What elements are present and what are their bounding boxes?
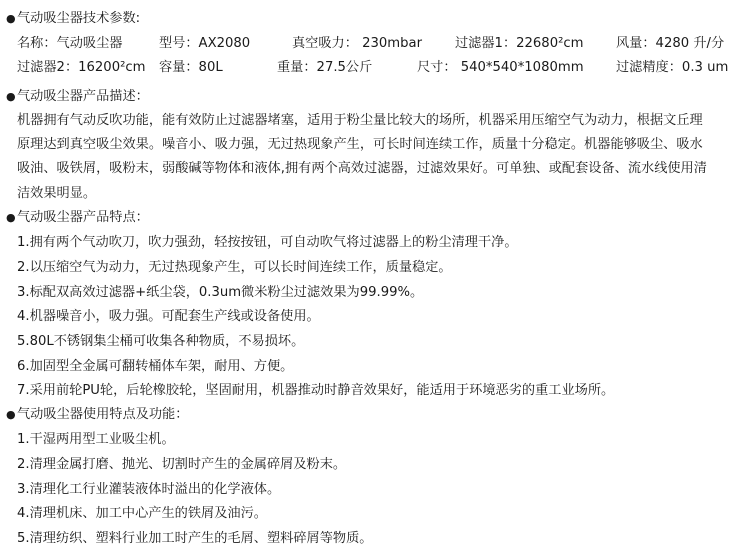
use-item: 4.清理机床、加工中心产生的铁屑及油污。 xyxy=(17,506,267,521)
description-line: 洁效果明显。 xyxy=(17,185,97,201)
spec-capacity: 容量：80L xyxy=(159,60,223,75)
use-item: 1.干湿两用型工业吸尘机。 xyxy=(17,432,175,447)
bullet-icon: ● xyxy=(6,211,16,224)
spec-weight: 重量：27.5公斤 xyxy=(277,60,373,75)
spec-row xyxy=(17,35,745,53)
feature-item: 3.标配双高效过滤器+纸尘袋，0.3um微米粉尘过滤效果为99.99%。 xyxy=(17,285,424,300)
feature-item: 7.采用前轮PU轮，后轮橡胶轮，坚固耐用，机器推动时静音效果好，能适用于环境恶劣的重工业场所。 xyxy=(17,383,615,398)
section-heading-features: ● 气动吸尘器产品特点： xyxy=(6,210,149,225)
description-line: 吸油、吸铁屑，吸粉末，弱酸碱等物体和液体,拥有两个高效过滤器，过滤效果好。可单独、或配套设备、流水线使用清 xyxy=(17,161,707,177)
spec-vacuum: 真空吸力： 230mbar xyxy=(292,36,423,51)
spec-model: 型号：AX2080 xyxy=(159,36,251,51)
description-line: 原理达到真空吸尘效果。噪音小、吸力强，无过热现象产生，可长时间连续工作，质量十分稳定。机器能够吸尘、吸水 xyxy=(17,137,703,153)
bullet-icon: ● xyxy=(6,90,16,103)
bullet-icon: ● xyxy=(6,408,16,421)
spec-name: 名称：气动吸尘器 xyxy=(17,36,123,51)
spec-airflow: 风量：4280 升/分 xyxy=(616,36,725,51)
spec-row xyxy=(17,59,745,77)
description-paragraph xyxy=(17,109,745,206)
feature-item: 5.80L不锈钢集尘桶可收集各种物质，不易损坏。 xyxy=(17,334,305,349)
bullet-icon: ● xyxy=(6,12,16,25)
use-item: 5.清理纺织、塑料行业加工时产生的毛屑、塑料碎屑等物质。 xyxy=(17,531,373,546)
section-heading-description: ● 气动吸尘器产品描述： xyxy=(6,89,149,104)
section-heading-uses: ● 气动吸尘器使用特点及功能： xyxy=(6,407,189,422)
spec-precision: 过滤精度：0.3 um xyxy=(616,60,729,75)
feature-item: 2.以压缩空气为动力，无过热现象产生，可以长时间连续工作，质量稳定。 xyxy=(17,260,452,275)
spec-filter2: 过滤器2：16200²cm xyxy=(17,60,146,75)
use-item: 2.清理金属打磨、抛光、切割时产生的金属碎屑及粉末。 xyxy=(17,457,347,472)
use-item: 3.清理化工行业灌装液体时溢出的化学液体。 xyxy=(17,482,281,497)
spec-filter1: 过滤器1：22680²cm xyxy=(455,36,584,51)
spec-size: 尺寸： 540*540*1080mm xyxy=(417,60,584,75)
section-heading-specs: ● 气动吸尘器技术参数: xyxy=(6,11,141,26)
description-line: 机器拥有气动反吹功能，能有效防止过滤器堵塞，适用于粉尘量比较大的场所，机器采用压缩空气为动力，根据文丘理 xyxy=(17,113,703,128)
feature-item: 4.机器噪音小，吸力强。可配套生产线或设备使用。 xyxy=(17,309,320,324)
feature-item: 1.拥有两个气动吹刀，吹力强劲，轻按按钮，可自动吹气将过滤器上的粉尘清理干净。 xyxy=(17,235,518,250)
feature-item: 6.加固型全金属可翻转桶体车架，耐用、方便。 xyxy=(17,359,294,374)
